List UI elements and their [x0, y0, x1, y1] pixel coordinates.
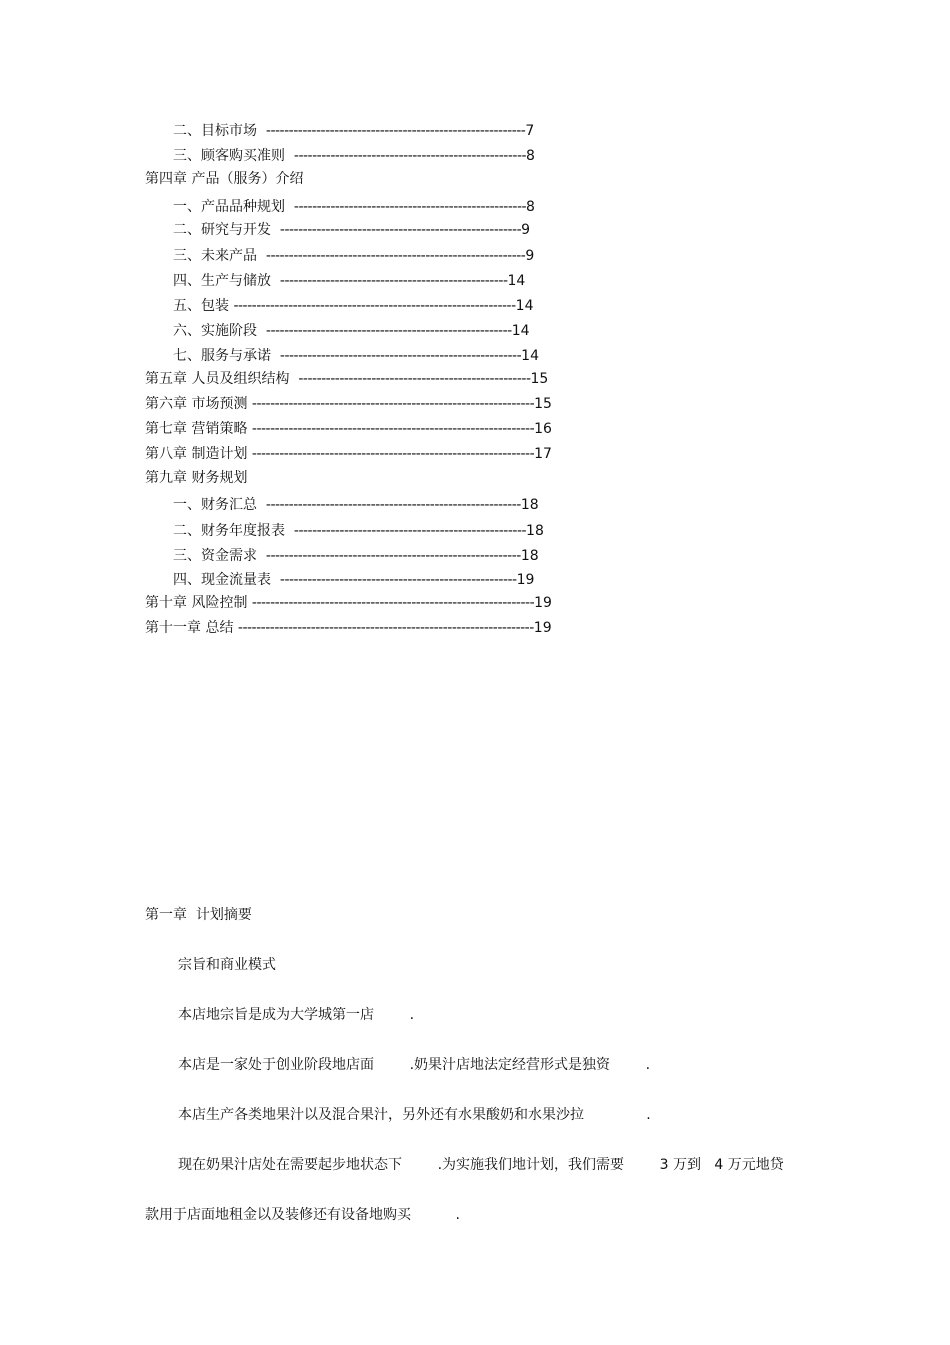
toc-entry: 二、目标市场 ---------------------------------------------------------7	[173, 123, 535, 139]
toc-entry: 第五章 人员及组织结构 ---------------------------------------------------15	[145, 371, 549, 387]
toc-entry: 一、财务汇总 --------------------------------------------------------18	[173, 497, 539, 513]
toc-entry: 第七章 营销策略 --------------------------------------------------------------16	[145, 421, 552, 437]
toc-entry: 二、财务年度报表 ---------------------------------------------------18	[173, 523, 544, 539]
section-heading: 宗旨和商业模式	[178, 957, 276, 973]
toc-entry: 二、研究与开发 -----------------------------------------------------9	[173, 222, 531, 238]
toc-entry: 七、服务与承诺 -----------------------------------------------------14	[173, 348, 539, 364]
toc-entry: 六、实施阶段 ------------------------------------------------------14	[173, 323, 530, 339]
toc-entry: 第十一章 总结 -----------------------------------------------------------------19	[145, 620, 552, 636]
toc-entry: 三、资金需求 --------------------------------------------------------18	[173, 548, 539, 564]
toc-entry: 第六章 市场预测 --------------------------------------------------------------15	[145, 396, 552, 412]
toc-entry: 第八章 制造计划 --------------------------------------------------------------17	[145, 446, 552, 462]
toc-entry: 三、顾客购买准则 ---------------------------------------------------8	[173, 148, 535, 164]
toc-entry: 三、未来产品 ---------------------------------------------------------9	[173, 248, 535, 264]
toc-chapter-heading: 第九章 财务规划	[145, 470, 248, 486]
toc-entry: 一、产品品种规划 ---------------------------------------------------8	[173, 199, 535, 215]
body-paragraph: 款用于店面地租金以及装修还有设备地购买 .	[145, 1207, 460, 1223]
body-paragraph: 本店是一家处于创业阶段地店面 .奶果汁店地法定经营形式是独资 .	[178, 1057, 651, 1073]
chapter-title: 第一章 计划摘要	[145, 907, 252, 923]
body-paragraph: 现在奶果汁店处在需要起步地状态下 .为实施我们地计划，我们需要 3 万到 4 万元地贷	[178, 1157, 784, 1173]
toc-entry: 四、生产与储放 --------------------------------------------------14	[173, 273, 526, 289]
body-paragraph: 本店生产各类地果汁以及混合果汁，另外还有水果酸奶和水果沙拉 .	[178, 1107, 651, 1123]
toc-chapter-heading: 第四章 产品（服务）介绍	[145, 171, 304, 187]
toc-entry: 四、现金流量表 ----------------------------------------------------19	[173, 572, 535, 588]
toc-entry: 第十章 风险控制 --------------------------------------------------------------19	[145, 595, 552, 611]
body-paragraph: 本店地宗旨是成为大学城第一店 .	[178, 1007, 415, 1023]
toc-entry: 五、包装 --------------------------------------------------------------14	[173, 298, 534, 314]
